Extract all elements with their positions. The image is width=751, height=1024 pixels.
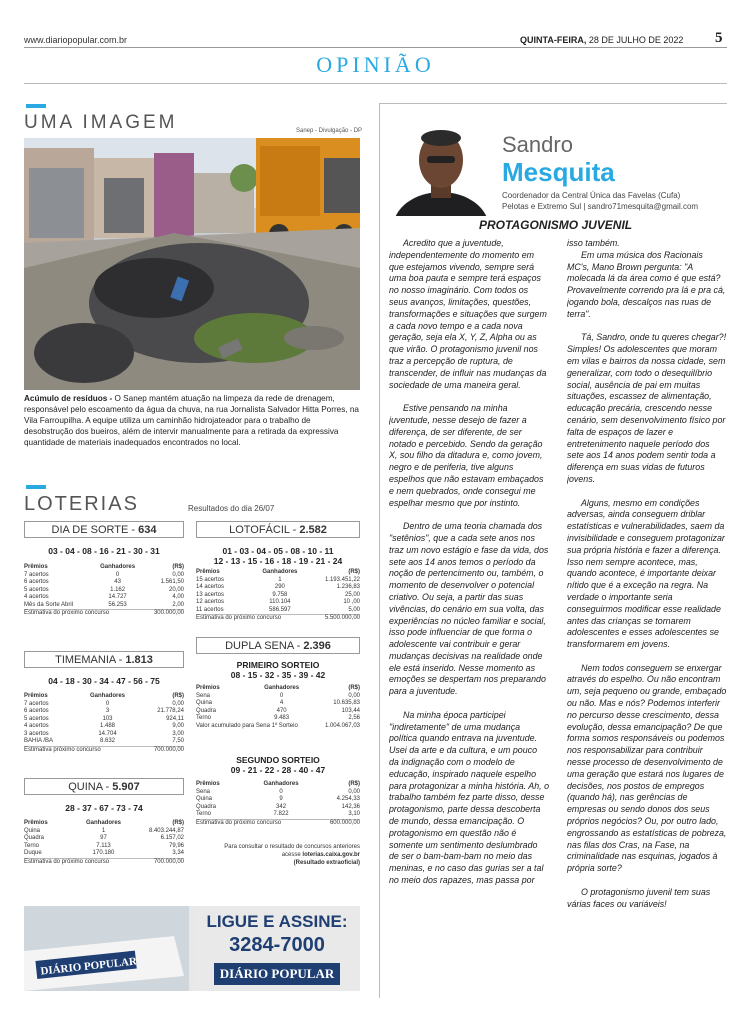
cell: 6 acertos [24, 708, 49, 714]
estimate-row [24, 746, 184, 754]
table-row [24, 723, 184, 731]
cell: Sena [196, 692, 211, 699]
article-paragraph: Tá, Sandro, onde tu queres chegar?! Simples! Os adolescentes que moram em vilas e bairros da nossa cidade, sem generalizar, com todo o desequilíbrio social, ausência de pai em muitas situações, escassez de alimentação, educação precária, crescendo nesse cenário, sem desenvolvimento físico por falta de espaços de lazer e entretenimento naquele período dos sete aos 14 anos podem sentir toda a diferença em suas vidas de futuros jovens. [567, 332, 727, 484]
site-url[interactable]: www.diariopopular.com.br [24, 35, 128, 45]
cell: 4 acertos [24, 723, 49, 729]
cell: 11 acertos [196, 606, 224, 613]
col-header: Ganhadores [90, 693, 126, 699]
estimate-label: Estimativa do próximo concurso [24, 610, 142, 618]
cell: 170.180 [92, 850, 115, 856]
table-row [196, 577, 360, 585]
col-header: Ganhadores [262, 569, 298, 575]
cell: 103,44 [341, 707, 360, 714]
ad-text-panel [194, 906, 360, 991]
dupla-sena-heading [196, 637, 360, 654]
estimate-value: 300.000,00 [142, 610, 184, 618]
estimate-row [24, 610, 184, 618]
cell: 7.113 [96, 842, 111, 849]
cell: 97 [100, 835, 107, 841]
col-header: (R$) [172, 693, 184, 699]
cell: 10.635,83 [333, 700, 360, 706]
cell: 1 [101, 827, 106, 834]
cell: Terno [24, 842, 40, 849]
photo-credit: Sanep - Divulgação - DP [296, 128, 363, 134]
article-paragraph: Estive pensando na minha juventude, nesse desejo de fazer a diferença, de ser diferente, de ser notado e percebido. Sendo da geração X, sou filho da ditadura e, como jovem, negro e de periferia, tive alguns espelhos que não estavam embaçados e nem quebrados, onde consegui me espelhar mesmo que por instinto. [389, 403, 544, 508]
timemania-numbers: 04 - 18 - 30 - 34 - 47 - 56 - 75 [48, 676, 160, 686]
table-row [24, 572, 184, 580]
table-row [196, 804, 360, 812]
cell: 0,00 [172, 700, 184, 707]
section-title: OPINIÃO [316, 52, 435, 77]
newspaper-roll-icon [24, 906, 189, 991]
quina-table [24, 820, 184, 866]
cell: 3 [105, 708, 110, 714]
article-paragraph: Alguns, mesmo em condições adversas, ainda conseguem driblar estatísticas e vulnerabilidades, saem da invisibilidade e conseguem protagonizar sua própria história e fazer a diferença. Isso nem sempre acontece, mas, quando acontece, é importante deixar nítido que é a exceção na regra. Na verdade o importante seria conseguirmos modificar esse realidade antes das crianças se tornarem adolescentes e esses adolescentes se transformarem em jovens. [567, 497, 725, 650]
page-number: 5 [715, 30, 723, 46]
col-header: Ganhadores [263, 781, 299, 787]
lotofacil-heading [196, 521, 360, 538]
cell: 4 acertos [24, 594, 49, 600]
table-row [196, 693, 360, 701]
table-row [196, 789, 360, 797]
table-row [24, 835, 184, 843]
article-column-left [389, 238, 549, 998]
dia-de-sorte-numbers: 03 - 04 - 08 - 16 - 21 - 30 - 31 [48, 546, 160, 556]
col-header: (R$) [172, 564, 184, 570]
dupla-sena-contest: 2.396 [303, 640, 331, 652]
lotofacil-name: LOTOFÁCIL - [229, 524, 300, 536]
col-header: Prêmios [24, 564, 48, 570]
author-role-2: Pelotas e Extremo Sul | sandro71mesquita@gmail.com [502, 202, 699, 211]
col-header: Prêmios [196, 569, 220, 575]
table-row [24, 828, 184, 836]
article-continuation: isso também. [567, 238, 620, 248]
col-header: (R$) [348, 685, 360, 691]
consult-line-3: (Resultado extraoficial) [293, 860, 360, 866]
estimate-value: 600.000,00 [317, 819, 360, 827]
table-row [24, 731, 184, 739]
quina-contest: 5.907 [112, 781, 140, 793]
cell: 5 acertos [24, 586, 49, 593]
consult-line-1: Para consultar o resultado de concursos anteriores [224, 844, 360, 850]
cell: 25,00 [344, 591, 360, 598]
article-paragraph: Nem todos conseguem se enxergar através do espelho. Ou não encontram um, seja pequeno ou grande, embaçado ou não. Mas e nós? Podemos interferir no percurso desse crescimento, dessa evolução, dessa emancipação? De que forma somos responsáveis ou podemos nos responsabilizar para contribuir nesse processo de desenvolvimento de uma geração que estará nos lugares de decisões, nos postos de empregos (quando há), nas gerências de empresas ou sendo donos dos seus próprios negócios? Ou, por outro lado, engrossando as estatísticas de pobreza, nas filas dos Cras, na Fase, na criminalidade nas esquinas, jogados à própria sorte? [567, 662, 727, 874]
col-header: Prêmios [196, 685, 220, 691]
estimate-row [24, 858, 184, 866]
loterias-accent [26, 485, 46, 489]
timemania-name: TIMEMANIA - [55, 654, 126, 666]
cell: 142,36 [341, 803, 360, 810]
issue-weekday: QUINTA-FEIRA, [520, 35, 587, 45]
dia-de-sorte-contest: 634 [138, 524, 157, 536]
photo-caption [24, 393, 360, 448]
cell: 43 [114, 579, 121, 585]
cell: 9,00 [172, 723, 184, 729]
article-paragraph: O protagonismo juvenil tem suas várias faces ou variáveis! [567, 886, 711, 909]
lotofacil-numbers-2: 12 - 13 - 15 - 16 - 18 - 19 - 21 - 24 [213, 556, 343, 566]
cell: 1 [278, 576, 282, 583]
ad-phone[interactable]: 3284-7000 [229, 934, 325, 956]
cell: 470 [276, 707, 287, 714]
cell: 14 acertos [196, 584, 225, 590]
issue-date [520, 35, 683, 45]
dia-de-sorte-heading [24, 521, 184, 538]
caption-lead: Acúmulo de resíduos - [24, 394, 113, 403]
estimate-row [196, 819, 360, 827]
timemania-block [24, 651, 184, 754]
ad-line-1: LIGUE E ASSINE: [206, 912, 348, 931]
quina-block [24, 778, 184, 866]
cell: Terno [196, 715, 212, 721]
table-row [196, 700, 360, 708]
cell: 290 [274, 584, 285, 590]
cell: 13 acertos [196, 591, 225, 598]
estimate-value: 700.000,00 [137, 858, 184, 866]
caption-text: O Sanep mantém atuação na limpeza da rede de drenagem, responsável pelo escoamento da água da chuva, na rua Jornalista Salvador Hitta Porres, na Vila Farroupilha. A equipe utiliza um caminhão hidrojateador para o trabalho de desobstrução dos bueiros, além de intervir manualmente para a retirada da expressiva quantidade de materiais inadequados encontrados no local. [24, 394, 359, 447]
table-row [24, 716, 184, 724]
cell: 4,00 [172, 594, 184, 600]
author-photo [389, 118, 493, 216]
quina-numbers: 28 - 37 - 67 - 73 - 74 [65, 803, 143, 813]
quina-heading [24, 778, 184, 795]
dupla-sena-block [196, 637, 360, 867]
first-draw-numbers: 08 - 15 - 32 - 35 - 39 - 42 [230, 670, 326, 680]
issue-date-rest: 28 DE JULHO DE 2022 [586, 35, 684, 45]
cell: 2,56 [348, 715, 360, 721]
street-cleaning-illustration [24, 138, 360, 390]
loterias-date: Resultados do dia 26/07 [188, 504, 275, 513]
loterias-title: LOTERIAS [24, 493, 139, 515]
second-draw-label: SEGUNDO SORTEIO [236, 755, 320, 765]
table-row [24, 602, 184, 610]
timemania-heading [24, 651, 184, 668]
cell: 0 [279, 788, 283, 795]
cell: 56.253 [108, 601, 127, 608]
timemania-contest: 1.813 [125, 654, 153, 666]
first-draw-label: PRIMEIRO SORTEIO [236, 660, 320, 670]
author-last-name: Mesquita [502, 157, 615, 187]
table-row [196, 592, 360, 600]
article-title: PROTAGONISMO JUVENIL [479, 218, 633, 232]
second-draw-numbers: 09 - 21 - 22 - 28 - 40 - 47 [230, 765, 326, 775]
lotofacil-table [196, 569, 360, 623]
cell: 0,00 [348, 692, 360, 699]
table-row [24, 594, 184, 602]
cell: Mês da Sorte Abril [24, 601, 74, 608]
cell: 14.727 [108, 594, 127, 600]
cell: 9 [279, 796, 283, 802]
newspaper-graphic [24, 906, 189, 991]
cell: 4 [279, 700, 284, 706]
cell: Quadra [196, 707, 217, 714]
article-column-right [567, 238, 727, 998]
table-row [24, 701, 184, 709]
cell: 8.403.244,87 [148, 827, 184, 834]
cell: 342 [276, 803, 287, 810]
table-row [196, 811, 360, 819]
cell: 3,10 [348, 811, 360, 817]
table-row [196, 796, 360, 804]
col-header: Ganhadores [100, 564, 136, 570]
table-row [196, 584, 360, 592]
table-row [24, 738, 184, 746]
cell: 7,50 [172, 738, 184, 744]
dia-de-sorte-block [24, 521, 184, 618]
cell: 110.104 [269, 599, 291, 605]
cell: 9.758 [272, 591, 288, 598]
cell: Duque [24, 850, 42, 856]
dia-de-sorte-name: DIA DE SORTE - [51, 524, 139, 536]
col-header: Ganhadores [264, 685, 300, 691]
cell: 7.822 [273, 811, 289, 817]
cell: 2,00 [172, 601, 184, 608]
cell: 7 acertos [24, 571, 49, 578]
table-row [24, 843, 184, 851]
cell: 586.597 [269, 606, 291, 613]
accumulated-value: 1.004.067,03 [324, 722, 360, 729]
cell: 3,34 [172, 850, 184, 856]
cell: 1.193.451,22 [324, 576, 360, 583]
cell: 5 acertos [24, 715, 49, 722]
lotofacil-contest: 2.582 [299, 524, 327, 536]
col-header: (R$) [348, 569, 360, 575]
cell: 1.561,50 [160, 579, 184, 585]
table-row [24, 587, 184, 595]
consult-note [196, 843, 360, 867]
column-top-rule [379, 103, 727, 104]
col-header: Prêmios [24, 693, 48, 699]
cell: Sena [196, 788, 211, 795]
accumulated-row [196, 723, 360, 731]
cell: Quina [24, 827, 41, 834]
cell: Quina [196, 700, 213, 706]
col-header: Prêmios [24, 820, 48, 826]
lotofacil-numbers-1: 01 - 03 - 04 - 05 - 08 - 10 - 11 [222, 546, 334, 556]
cell: 0 [115, 571, 120, 578]
cell: 10 ,00 [343, 599, 360, 605]
col-header: (R$) [348, 781, 360, 787]
cell: 0,00 [172, 571, 184, 578]
cell: 0 [105, 700, 110, 707]
cell: 5,00 [348, 606, 360, 613]
col-header: (R$) [172, 820, 184, 826]
estimate-label: Estimativa próximo concurso [24, 746, 139, 754]
author-portrait [389, 118, 493, 216]
cell: Quadra [196, 803, 217, 810]
estimate-row [196, 615, 360, 623]
author-first-name: Sandro [502, 132, 573, 157]
col-header: Ganhadores [85, 820, 121, 826]
cell: 3,00 [172, 730, 184, 737]
cell: Terno [196, 811, 212, 817]
table-row [196, 599, 360, 607]
ad-brand-logo: DIÁRIO POPULAR [214, 963, 340, 985]
table-row [196, 715, 360, 723]
consult-line-2 [196, 851, 360, 859]
cell: 7 acertos [24, 700, 49, 707]
first-draw-table [196, 685, 360, 730]
header-divider [24, 47, 727, 48]
cell: Quina [196, 796, 213, 802]
article-paragraph: Acredito que a juventude, independentemente do momento em que estejamos vivendo, sempre será uma boa pauta e sempre terá espaços no nosso imaginário. Com todos os seus avanços, limitações, questões, transformações e situações que surgem a cada novo tempo e a cada nova geração, seja ela X, Y, Z, Alpha ou as que virão. O protagonismo juvenil nos traz a percepção de ruptura, de transcender, de influir nas mudanças da sociedade de uma maneira geral. [389, 238, 547, 390]
cell: 924,11 [166, 715, 184, 722]
estimate-label: Estimativa do próximo concurso [196, 615, 312, 623]
cell: 12 acertos [196, 599, 225, 605]
author-role-1: Coordenador da Central Única das Favelas (Cufa) [502, 191, 681, 200]
accumulated-label: Valor acumulado para Sena 1º Sorteio [196, 722, 298, 729]
news-photo [24, 138, 360, 390]
cell: 8.632 [100, 738, 116, 744]
column-divider [379, 103, 380, 998]
cell: 1.162 [110, 586, 126, 593]
table-row [24, 708, 184, 716]
cell: 21.778,24 [157, 708, 184, 714]
table-row [24, 579, 184, 587]
cell: 1.488 [100, 723, 116, 729]
article-paragraph: Dentro de uma teoria chamada dos "setênios", que a cada sete anos nos traz um novo estágio e fase da vida, dos sete aos 14 anos temos o período da noção de pertencimento ou, também, o momento de desenvolver o potencial criativo. Ou seja, a partir das suas vivências, do cenário em sua volta, das experiências no núcleo familiar e social, isso pode influenciar de que forma o adolescente vai contribuir e gerar mudanças decisivas na realidade onde ele está inserido. Nesse momento as emoções se despertam nos preparando para a juventude. [389, 521, 549, 697]
cell: 15 acertos [196, 576, 225, 583]
cell: 9.483 [274, 715, 290, 721]
cell: 0 [279, 692, 284, 699]
consult-prefix: acesse [281, 852, 303, 858]
timemania-table [24, 693, 184, 754]
article-paragraph: Em uma música dos Racionais MC's, Mano Brown pergunta: "A molecada lá da área como é que está? Provavelmente correndo pra lá e pra cá, jogando bola, descalços nas ruas de terra". [567, 249, 726, 319]
dia-de-sorte-table [24, 564, 184, 618]
estimate-value: 5.500.000,00 [312, 615, 360, 623]
caixa-link[interactable]: loterias.caixa.gov.br [302, 852, 360, 858]
cell: 4.254,33 [336, 796, 360, 802]
estimate-value: 700.000,00 [139, 746, 184, 754]
cell: 20,00 [168, 586, 184, 593]
lotofacil-block [196, 521, 360, 623]
cell: 79,96 [168, 842, 184, 849]
cell: 3 acertos [24, 730, 49, 737]
table-row [24, 850, 184, 858]
cell: 6.157,02 [160, 835, 184, 841]
subscription-ad[interactable] [24, 906, 360, 991]
kicker-accent [26, 104, 46, 108]
dupla-sena-name: DUPLA SENA - [225, 640, 304, 652]
estimate-label: Estimativa do próximo concurso [196, 819, 317, 827]
article-paragraph: Na minha época participei "indiretamente" de uma mudança política quando entrava na juventude. Usei da arte e da cultura, e um pouco da indignação com o modelo de educação, inspirado naquele espelho para protagonizar a minha história. Ah, o trabalho também fez parte disso, desse protagonismo, parte dessa descoberta de mundo, dessa emancipação. O protagonismo em questão não é somente um sentimento deslumbrado de ser o bam-bam-bam no meio das meninas, e no caso das gurias ser a tal no meio dos rapazes, mas passa por [389, 709, 549, 886]
cell: 0,00 [348, 788, 360, 795]
section-divider [24, 83, 727, 84]
cell: 14.704 [98, 730, 117, 737]
table-row [196, 708, 360, 716]
cell: 1.236,83 [336, 584, 360, 590]
ad-paper-name: DIÁRIO POPULAR [39, 955, 138, 978]
author-role [502, 190, 698, 212]
cell: 6 acertos [24, 579, 49, 585]
second-draw-table [196, 781, 360, 827]
cell: 103 [102, 715, 113, 722]
cell: BAHIA /BA [24, 738, 54, 744]
table-row [196, 607, 360, 615]
cell: Quadra [24, 835, 45, 841]
estimate-label: Estimativa do próximo concurso [24, 858, 137, 866]
quina-name: QUINA - [68, 781, 113, 793]
col-header: Prêmios [196, 781, 220, 787]
image-kicker: UMA IMAGEM [24, 112, 178, 133]
